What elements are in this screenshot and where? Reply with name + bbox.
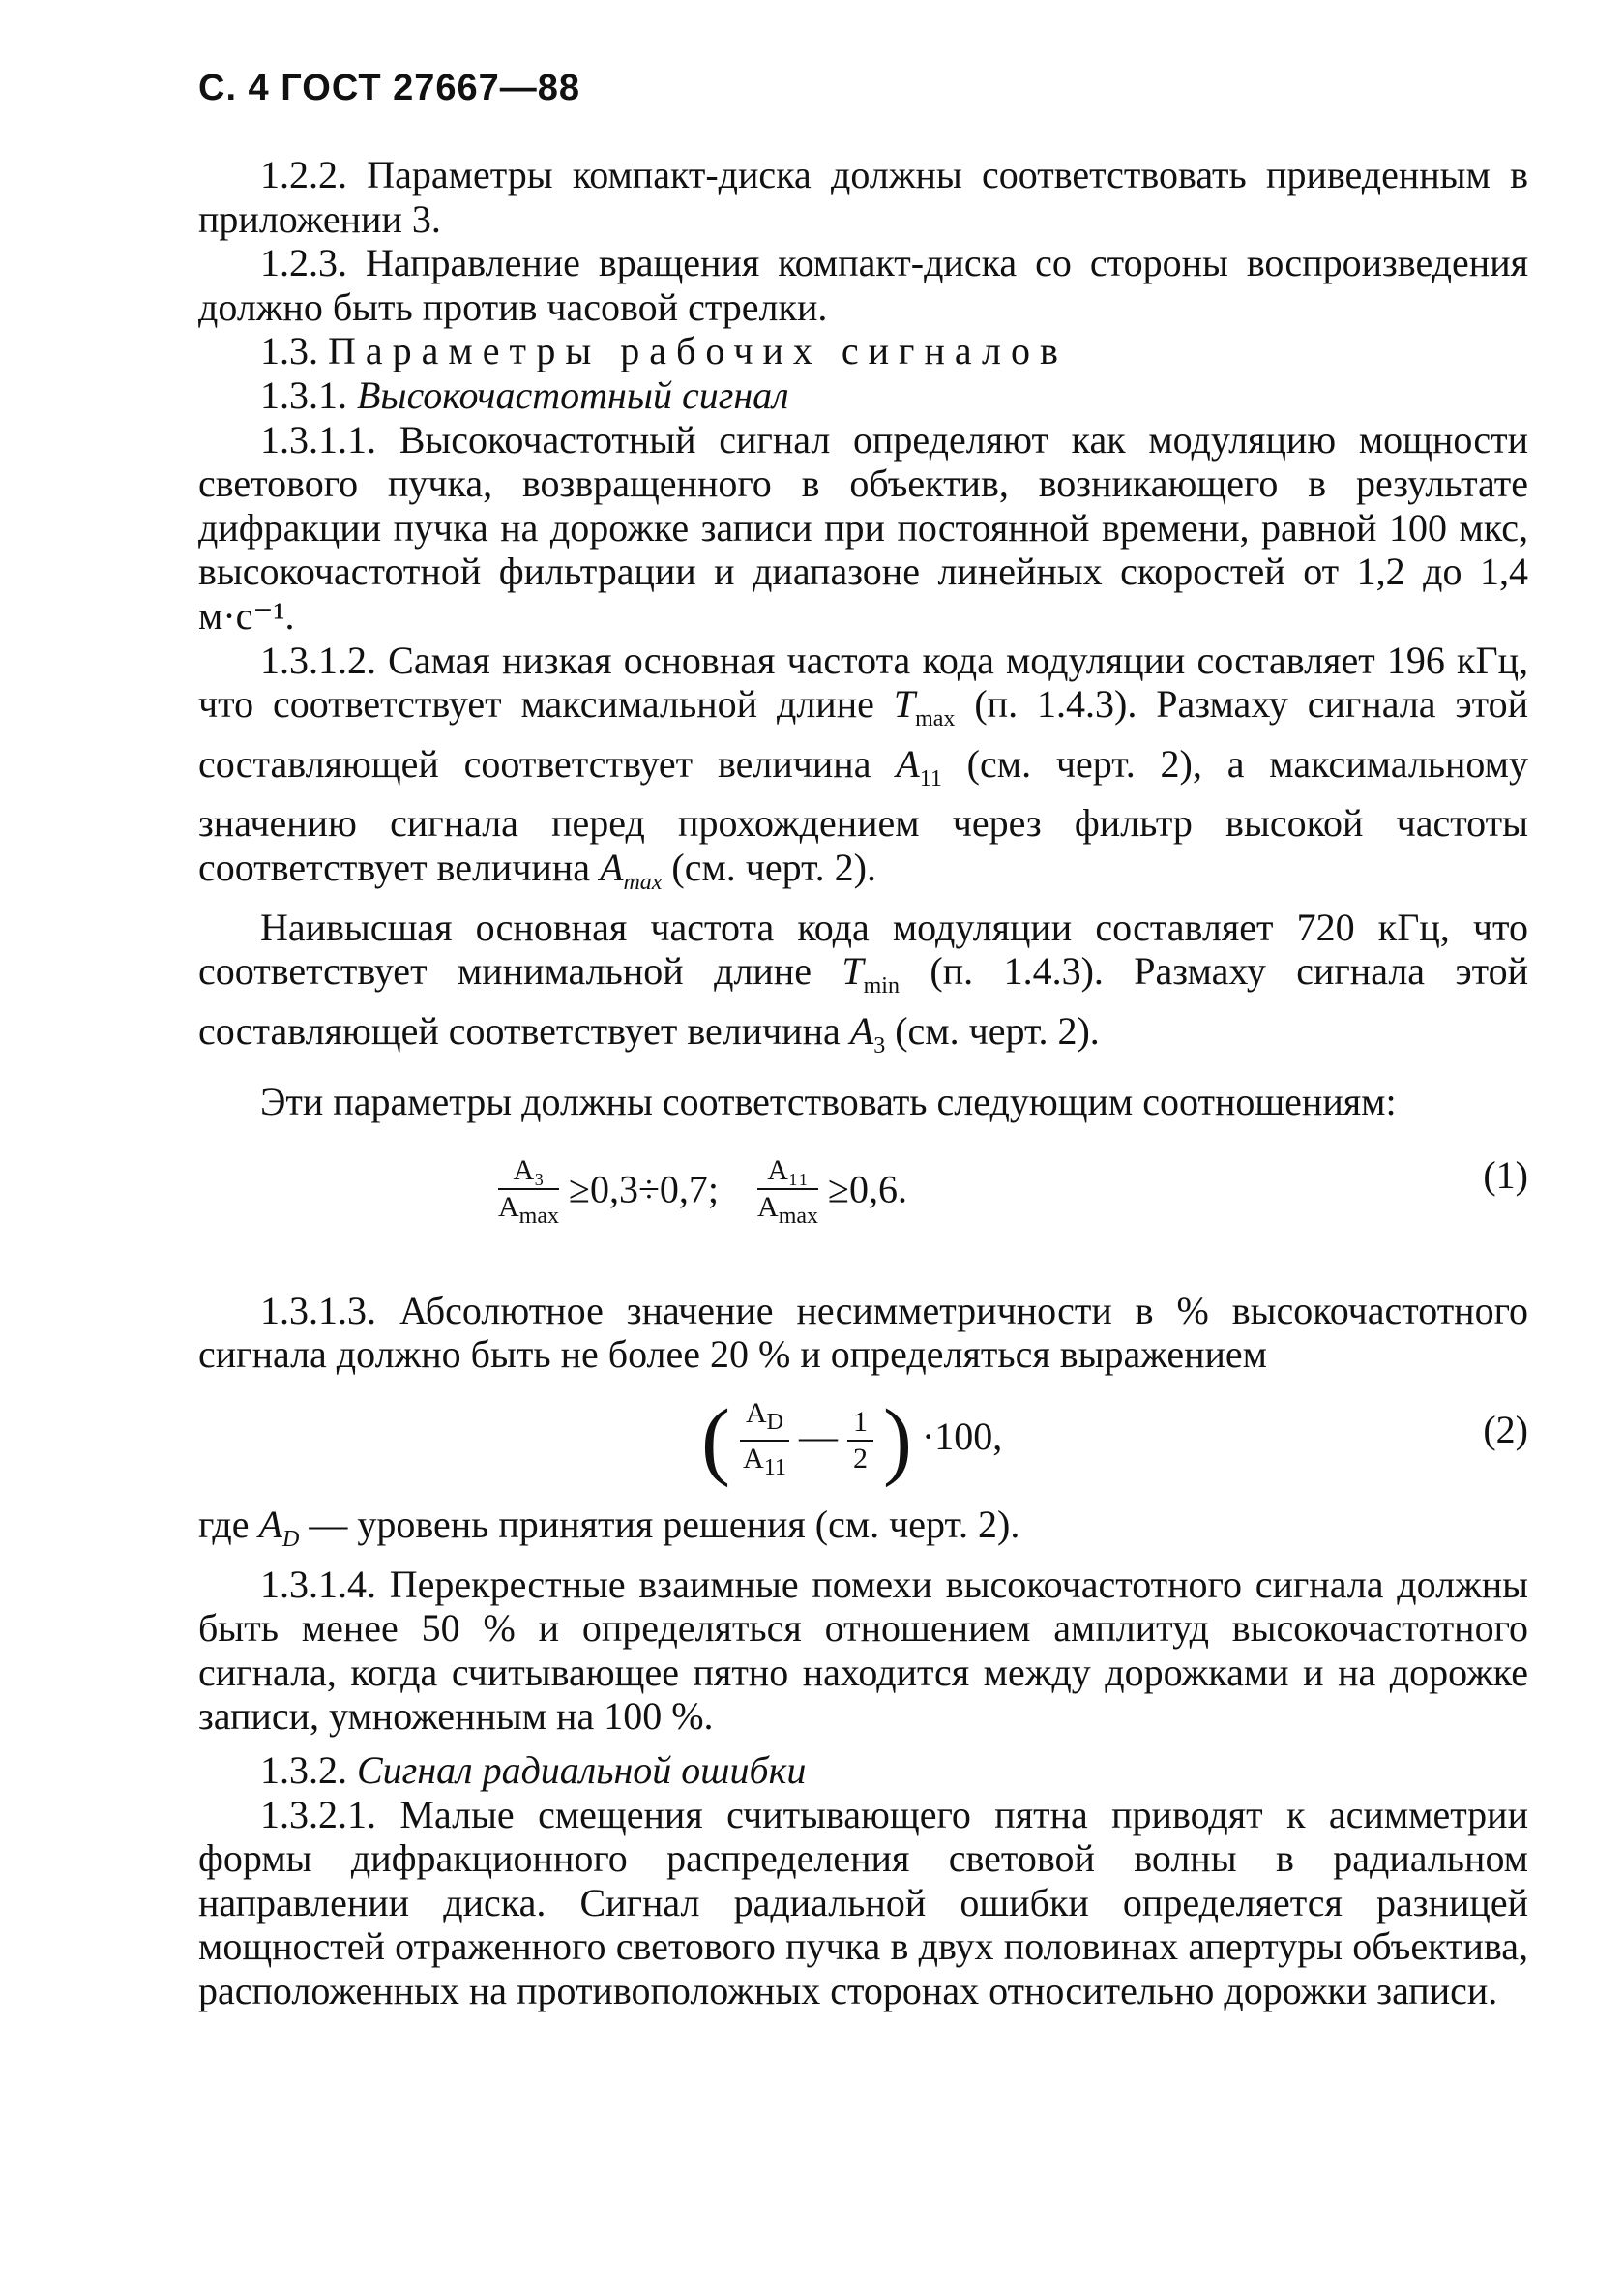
subscript: 11 <box>919 765 942 791</box>
formula-1-body <box>498 1153 907 1234</box>
relation: ≥0,3÷0,7; <box>569 1167 720 1211</box>
document-body <box>198 153 1528 2013</box>
variable-a: A <box>896 741 920 786</box>
subscript: 11 <box>763 1455 786 1481</box>
text-run: (см. черт. 2), а максимальному значению сигнала перед прохождением через фильтр высокой частоты соответствует величина <box>198 741 1528 889</box>
section-heading-1-3-1 <box>198 373 1528 418</box>
paragraph-1-2-2: 1.2.2. Параметры компакт-диска должны соответствовать приведенным в приложении 3. <box>198 153 1528 241</box>
equation-number: (1) <box>1483 1152 1528 1197</box>
formula-tail: ·100, <box>921 1415 1003 1459</box>
subscript: D <box>281 1527 300 1553</box>
text-run: (п. 1.4.3). Размаху сигнала этой составляющей соответствует величина <box>198 682 1528 786</box>
subscript: max <box>915 706 956 732</box>
numerator: 1 <box>847 1405 873 1442</box>
formula-2-body <box>701 1392 1003 1489</box>
text-run: Наивысшая основная частота кода модуляции составляет 720 кГц, что соответствует минимальной длине <box>198 905 1528 994</box>
variable-a: A <box>600 845 624 889</box>
paragraph-1-3-1-2 <box>198 639 1528 906</box>
text-run: — уровень принятия решения (см. черт. 2). <box>299 1503 1020 1547</box>
section-heading-1-3-2 <box>198 1748 1528 1793</box>
denominator <box>757 1190 818 1234</box>
right-paren-icon: ) <box>883 1392 912 1489</box>
variable-a: A <box>258 1503 282 1547</box>
text-run: (см. черт. 2). <box>662 845 876 889</box>
text-run: (см. черт. 2). <box>885 1008 1100 1053</box>
denominator <box>498 1190 559 1234</box>
subscript: D <box>766 1410 783 1436</box>
paragraph-1-3-1-4: 1.3.1.4. Перекрестные взаимные помехи высокочастотного сигнала должны быть менее 50 % и определяться отношением амплитуд высокочастотного сигнала, когда считывающее пятно находится между дорожками и на дорожке записи, умноженным на 100 %. <box>198 1562 1528 1739</box>
formula-1 <box>198 1124 1528 1289</box>
page-header: С. 4 ГОСТ 27667—88 <box>198 68 581 108</box>
denominator-base: A <box>743 1443 764 1475</box>
denominator: 2 <box>853 1443 868 1475</box>
section-heading-1-3 <box>198 329 1528 373</box>
variable-t: T <box>842 949 864 994</box>
section-number: 1.3. <box>260 329 318 373</box>
subscript: max <box>518 1203 559 1229</box>
paragraph-highest-frequency <box>198 906 1528 1069</box>
subscript: max <box>778 1203 819 1229</box>
relation: ≥0,6. <box>828 1167 907 1211</box>
text-run: (п. 1.4.3). Размаху сигнала этой составляющей соответствует величина <box>198 949 1528 1053</box>
variable-t: T <box>893 682 916 727</box>
paragraph-1-3-1-3: 1.3.1.3. Абсолютное значение несимметричности в % высокочастотного сигнала должно быть не более 20 % и определяться выражением <box>198 1288 1528 1377</box>
paragraph-ratios: Эти параметры должны соответствовать следующим соотношениям: <box>260 1080 1397 1124</box>
fraction <box>498 1153 559 1234</box>
equation-number: (2) <box>1483 1408 1528 1452</box>
paragraph-1-3-1-1: 1.3.1.1. Высокочастотный сигнал определяют как модуляцию мощности светового пучка, возвращенного в объектив, возникающего в результате дифракции пучка на дорожке записи при постоянной времени, равной 100 мкс, высокочастотной фильтрации и диапазоне линейных скоростей от 1,2 до 1,4 м·с⁻¹. <box>198 417 1528 638</box>
section-number: 1.3.1. <box>260 372 347 417</box>
text-run: где <box>198 1503 259 1547</box>
subscript: 3 <box>873 1032 886 1058</box>
formula-2 <box>198 1377 1528 1503</box>
denominator-base: A <box>757 1190 779 1223</box>
numerator: A₃ <box>498 1153 559 1190</box>
denominator <box>740 1442 789 1485</box>
subscript: max <box>623 869 663 895</box>
numerator-base: A <box>745 1397 767 1430</box>
paragraph-1-3-2-1: 1.3.2.1. Малые смещения считывающего пятна приводят к асимметрии формы дифракционного распределения световой волны в радиальном направлении диска. Сигнал радиальной ошибки определяется разницей мощностей отраженного светового пучка в двух половинах апертуры объектива, расположенных на противоположных сторонах относительно дорожки записи. <box>198 1792 1528 2012</box>
fraction <box>757 1153 818 1234</box>
paragraph-1-2-3: 1.2.3. Направление вращения компакт-диска со стороны воспроизведения должно быть против часовой стрелки. <box>198 241 1528 329</box>
section-title: Сигнал радиальной ошибки <box>357 1748 807 1793</box>
section-title: Параметры рабочих сигналов <box>328 329 1068 373</box>
paragraph-where <box>198 1503 1528 1563</box>
section-title: Высокочастотный сигнал <box>357 372 789 417</box>
text-run: 1.3.1.2. Самая низкая основная частота кода модуляции составляет 196 кГц, что соответствует максимальной длине <box>198 638 1528 727</box>
minus-sign: — <box>799 1415 838 1459</box>
variable-a: A <box>849 1008 874 1053</box>
numerator: A₁₁ <box>757 1153 818 1190</box>
numerator <box>740 1396 789 1442</box>
section-number: 1.3.2. <box>260 1748 347 1793</box>
fraction <box>740 1396 789 1485</box>
fraction <box>847 1405 873 1476</box>
denominator-base: A <box>498 1190 519 1223</box>
left-paren-icon: ( <box>701 1392 730 1489</box>
subscript: min <box>863 973 900 999</box>
